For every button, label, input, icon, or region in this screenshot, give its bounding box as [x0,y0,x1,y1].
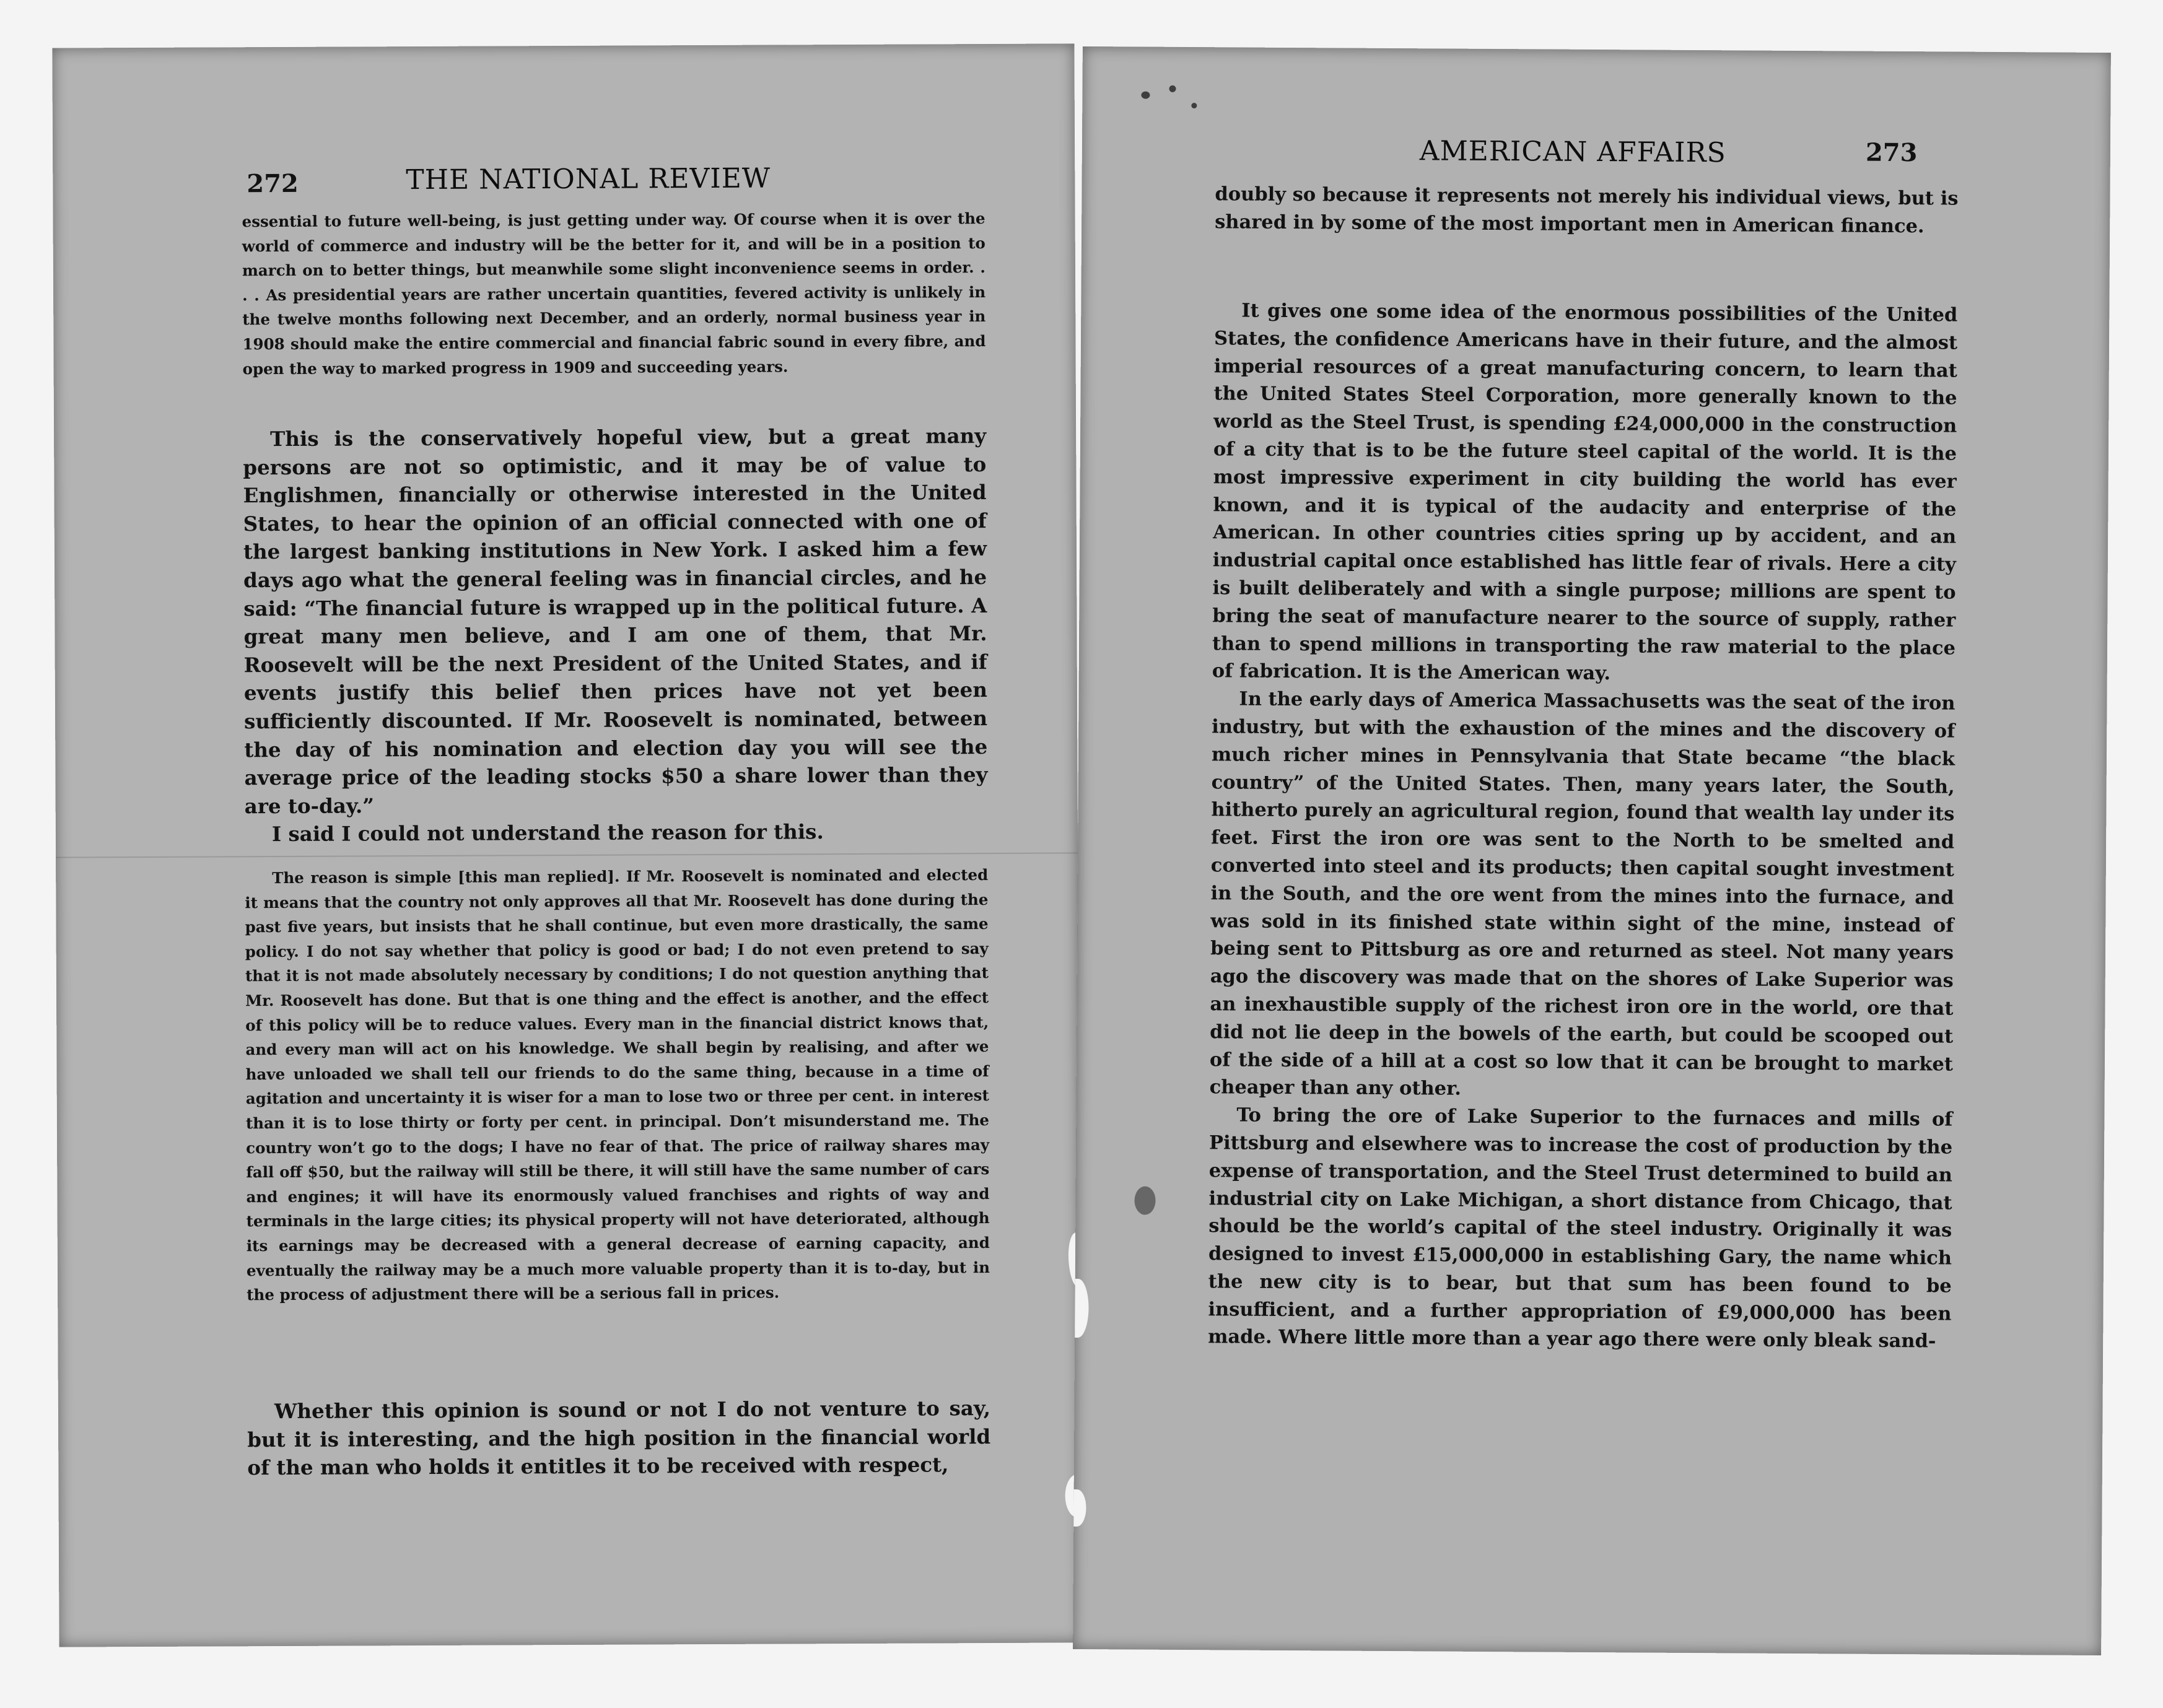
quote-text: essential to future well-being, is just getting under way. Of course when it is over the world of commerce and industry will be the better for it, and will be in a position to march on to better things, but meanwhile some slight inconvenience seems in order. . . . As presidential years are rather uncertain quantities, fevered activity is unlikely in the twelve months following next December, and an orderly, normal business year in 1908 should make the entire commercial and financial fabric sound in every fibre, and open the way to marked progress in 1909 and succeeding years. [242,209,986,378]
paragraph: Whether this opinion is sound or not I do not venture to say, but it is interesting, and the high position in the financial world of the man who holds it entitles it to be received with respect, [247,1396,991,1480]
paper-tear [1073,1279,1089,1338]
quote-block [242,206,986,381]
quote-block [245,863,990,1307]
body-text [1215,180,1959,240]
paragraph: To bring the ore of Lake Superior to the furnaces and mills of Pittsburg and elsewhere was to increase the cost of production by the expense of transportation, and the Steel Trust determined to build an industrial city on Lake Michigan, a short distance from Chicago, that should be the world’s capital of the steel industry. Originally it was designed to invest £15,000,000 in establishing Gary, the name which the new city is to bear, but that sum has been found to be insufficient, and a further appropriation of £9,000,000 has been made. Where little more than a year ago there were only bleak sand- [1208,1104,1953,1353]
page-number: 273 [1865,137,1918,168]
paragraph: I said I could not understand the reason for this. [271,819,824,847]
ink-spot [1191,103,1197,108]
paragraph: doubly so because it represents not merely his individual views, but is shared in by some of the most important men in American finance. [1215,183,1959,238]
left-page [52,43,1081,1647]
ink-spot [1141,92,1150,99]
body-text [243,422,988,848]
paragraph: It gives one some idea of the enormous possibilities of the United States, the confidence Americans have in their future, and the almost imperial resources of a great manufacturing concern, to learn that the United States Steel Corporation, more generally known to the world as the Steel Trust, is spending £24,000,000 in the construction of a city that is to be the future steel capital of the world. It is the most impressive experiment in city building the world has ever known, and it is typical of the audacity and enterprise of the American. In other countries cities spring up by accident, and an industrial capital once established has little fear of rivals. Here a city is built deliberately and with a single purpose; millions are spent to bring the seat of manufacture nearer to the source of supply, rather than to spend millions in transporting the raw material to the place of fabrication. It is the American way. [1212,299,1958,685]
body-text [1208,297,1957,1356]
stain-mark [1134,1187,1155,1215]
paragraph: In the early days of America Massachusetts was the seat of the iron industry, but with the exhaustion of the mines and the discovery of much richer mines in Pennsylvania that State became “the black country” of the United States. Then, many years later, the South, hitherto purely an agricultural region, found that wealth lay under its feet. First the iron ore was sent to the North to be smelted and converted into steel and its products; then capital sought investment in the South, and the ore went from the mines into the furnace, and was sold in its finished state within sight of the mine, instead of being sent to Pittsburg as ore and returned as steel. Not many years ago the discovery was made that on the shores of Lake Superior was an inexhaustible supply of the richest iron ore in the world, ore that did not lie deep in the bowels of the earth, but could be scooped out of the side of a hill at a cost so low that it can be brought to market cheaper than any other. [1209,687,1955,1100]
paper-tear [1073,1489,1086,1527]
body-text [247,1394,991,1482]
running-head: THE NATIONAL REVIEW [406,162,771,196]
running-head: AMERICAN AFFAIRS [1419,135,1726,169]
paragraph: This is the conservatively hopeful view, but a great many persons are not so optimistic, and it may be of value to Englishmen, financially or otherwise interested in the United States, to hear the opinion of an official connected with one of the largest banking institutions in New York. I asked him a few days ago what the general feeling was in financial circles, and he said: “The financial future is wrapped up in the political future. A great many men believe, and I am one of them, that Mr. Roosevelt will be the next President of the United States, and if events justify this belief then prices have not yet been sufficiently discounted. If Mr. Roosevelt is nominated, between the day of his nomination and election day you will see the average price of the leading stocks $50 a share lower than they are to-day.” [243,424,988,818]
page-number: 272 [247,168,299,199]
ink-spot [1169,85,1176,92]
fold-crease [56,852,1078,858]
right-page [1073,46,2111,1655]
quote-text: The reason is simple [this man replied]. If Mr. Roosevelt is nominated and elected it means that the country not only approves all that Mr. Roosevelt has done during the past five years, but insists that he shall continue, but even more drastically, the same policy. I do not say whether that policy is good or bad; I do not even pretend to say that it is not made absolutely necessary by conditions; I do not question anything that Mr. Roosevelt has done. But that is one thing and the effect is another, and the effect of this policy will be to reduce values. Every man in the financial district knows that, and every man will act on his knowledge. We shall begin by realising, and after we have unloaded we shall tell our friends to do the same thing, because in a time of agitation and uncertainty it is wiser for a man to lose two or three per cent. in interest than it is to lose thirty or forty per cent. in principal. Don’t misunderstand me. The country won’t go to the dogs; I have no fear of that. The price of railway shares may fall off $50, but the railway will still be there, it will still have the same number of cars and engines; it will have its enormously valued franchises and rights of way and terminals in the large cities; its physical property will not have deteriorated, although its earnings may be decreased with a general decrease of earning capacity, and eventually the railway may be a much more valuable property than it is to-day, but in the process of adjustment there will be a serious fall in prices. [245,866,990,1304]
